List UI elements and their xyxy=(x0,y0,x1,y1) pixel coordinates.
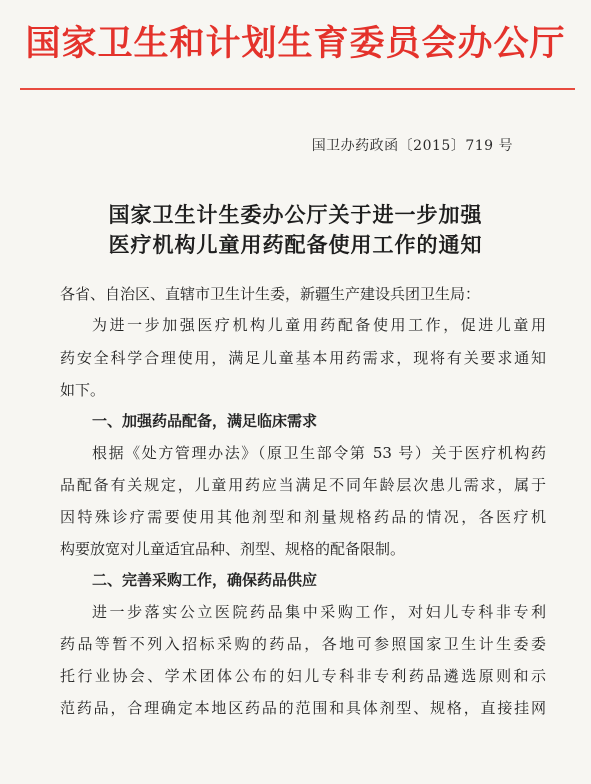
section-paragraph-line: 构要放宽对儿童适宜品种、剂型、规格的配备限制。 xyxy=(60,540,406,558)
intro-line: 为进一步加强医疗机构儿童用药配备使用工作，促进儿童用 xyxy=(92,316,546,334)
section-paragraph-line: 进一步落实公立医院药品集中采购工作，对妇儿专科非专利 xyxy=(92,603,546,621)
section-paragraph-line: 品配备有关规定，儿童用药应当满足不同年龄层次患儿需求，属于 xyxy=(60,476,546,494)
section-paragraph-line: 药品等暂不列入招标采购的药品，各地可参照国家卫生计生委委 xyxy=(60,635,546,653)
notice-title-line-1: 国家卫生计生委办公厅关于进一步加强 xyxy=(108,203,483,227)
section-paragraph-line: 根据《处方管理办法》（原卫生部令第 53 号）关于医疗机构药 xyxy=(92,444,546,462)
office-letterhead-title: 国家卫生和计划生育委员会办公厅 xyxy=(25,23,566,64)
intro-line: 药安全科学合理使用，满足儿童基本用药需求，现将有关要求通知 xyxy=(60,349,546,367)
section-heading: 二、完善采购工作，确保药品供应 xyxy=(92,571,318,589)
notice-title-line-2: 医疗机构儿童用药配备使用工作的通知 xyxy=(108,233,483,257)
section-paragraph-line: 范药品，合理确定本地区药品的范围和具体剂型、规格，直接挂网 xyxy=(60,699,546,717)
intro-line: 如下。 xyxy=(60,381,106,399)
section-paragraph-line: 托行业协会、学术团体公布的妇儿专科非专利药品遴选原则和示 xyxy=(60,667,546,685)
section-paragraph-line: 因特殊诊疗需要使用其他剂型和剂量规格药品的情况，各医疗机 xyxy=(60,508,546,526)
addressees: 各省、自治区、直辖市卫生计生委，新疆生产建设兵团卫生局： xyxy=(60,285,481,303)
document-number: 国卫办药政函〔2015〕719 号 xyxy=(311,138,513,154)
section-heading: 一、加强药品配备，满足临床需求 xyxy=(92,412,318,430)
letterhead-red-rule xyxy=(20,88,575,90)
